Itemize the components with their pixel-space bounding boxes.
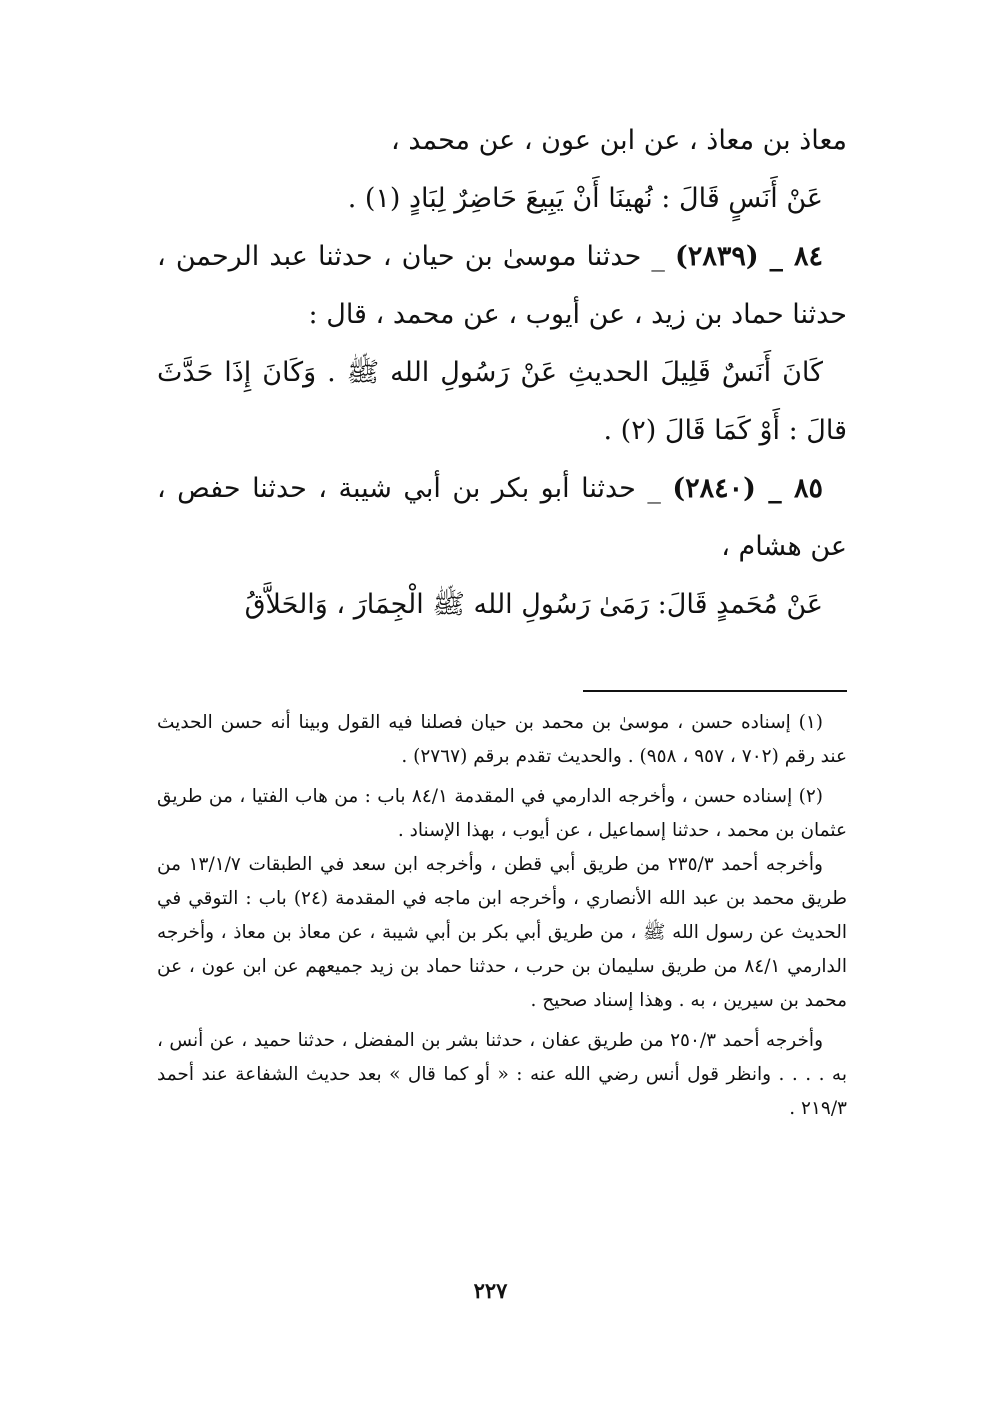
hadith-84 xyxy=(157,228,847,344)
hadith-84-chain: _ حدثنا موسىٰ بن حيان ، حدثنا عبد الرحمن ، حدثنا حماد بن زيد ، عن أيوب ، عن محمد ، قال : xyxy=(157,241,847,330)
footnote-1: (١) إسناده حسن ، موسىٰ بن محمد بن حيان فصلنا فيه القول وبينا أنه حسن الحديث عند رقم (٧٠٢ ، ٩٥٧ ، ٩٥٨) . والحديث تقدم برقم (٢٧٦٧) . xyxy=(157,712,847,767)
footnotes xyxy=(157,706,847,1126)
text-line-chain: معاذ بن معاذ ، عن ابن عون ، عن محمد ، xyxy=(391,125,847,156)
hadith-85-number: ٨٥ _ (٢٨٤٠) xyxy=(672,473,823,504)
footnote-2: (٢) إسناده حسن ، وأخرجه الدارمي في المقدمة ٨٤/١ باب : من هاب الفتيا ، من طريق عثمان بن محمد ، حدثنا إسماعيل ، عن أيوب ، بهذا الإسناد . xyxy=(157,786,847,841)
footnote-2-final: وأخرجه أحمد ٢٥٠/٣ من طريق عفان ، حدثنا بشر بن المفضل ، حدثنا حميد ، عن أنس ، به . . . . وانظر قول أنس رضي الله عنه : « أو كما قال » بعد حديث الشفاعة عند أحمد ٢١٩/٣ . xyxy=(157,1030,847,1119)
footnote-2-continued: وأخرجه أحمد ٢٣٥/٣ من طريق أبي قطن ، وأخرجه ابن سعد في الطبقات ١٣/١/٧ من طريق محمد بن عبد الله الأنصاري ، وأخرجه ابن ماجه في المقدمة (٢٤) باب : التوقي في الحديث عن رسول الله ﷺ ، من طريق أبي بكر بن أبي شيبة ، عن معاذ بن معاذ ، وأخرجه الدارمي ٨٤/١ من طريق سليمان بن حرب ، حدثنا حماد بن زيد جميعهم عن ابن عون ، عن محمد بن سيرين ، به . وهذا إسناد صحيح . xyxy=(157,854,847,1011)
matn-83: عَنْ أَنَسٍ قَالَ : نُهينَا أَنْ يَبِيعَ حَاضِرٌ لِبَادٍ (١) . xyxy=(347,183,823,214)
main-text xyxy=(157,112,847,634)
footnote-separator xyxy=(583,690,847,692)
matn-84: كَانَ أَنَسٌ قَلِيلَ الحديثِ عَنْ رَسُولِ الله ﷺ . وَكَانَ إِذَا حَدَّثَ قالَ : أَوْ كَمَا قَالَ (٢) . xyxy=(157,357,847,446)
page-number: ٢٢٧ xyxy=(473,1278,508,1303)
hadith-85-chain: _ حدثنا أبو بكر بن أبي شيبة ، حدثنا حفص ، عن هشام ، xyxy=(157,473,847,562)
hadith-84-number: ٨٤ _ (٢٨٣٩) xyxy=(675,241,823,272)
hadith-85 xyxy=(157,460,847,576)
matn-85: عَنْ مُحَمدٍ قَالَ: رَمَىٰ رَسُولِ الله ﷺ الْجِمَارَ ، وَالحَلاَّقُ xyxy=(244,589,823,620)
